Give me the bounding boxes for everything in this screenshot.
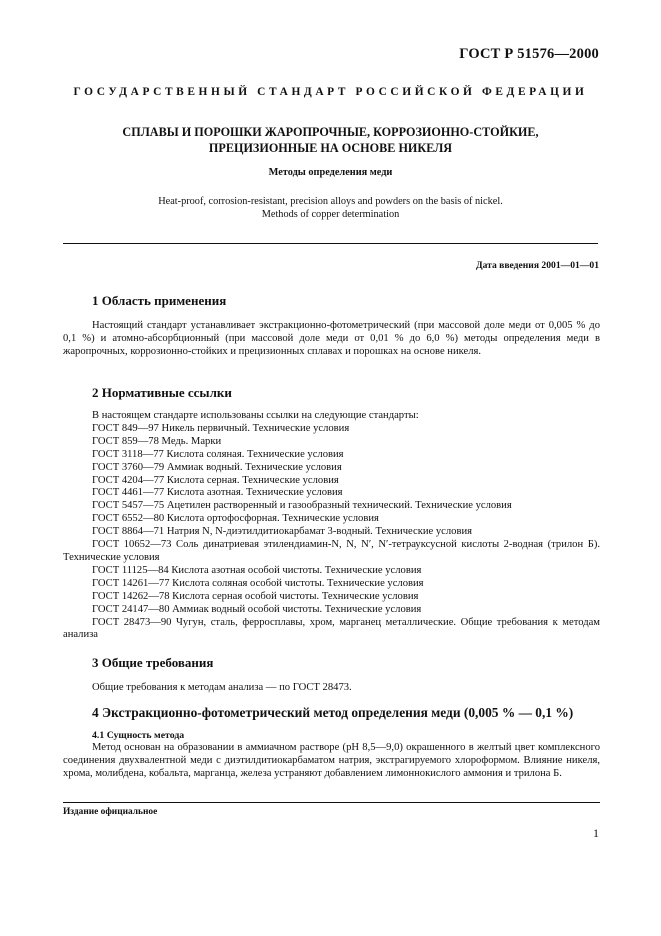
top-divider [63,243,598,244]
section-1-text: Настоящий стандарт устанавливает экстракционно-фотометрический (при массовой доле меди от 0,005 % до 0,1 %) и атомно-абсорбционный (при массовой доле меди от 0,01 % до 6,0 %) методы определения меди в жаропрочных, коррозионно-стойких и прецизионных сплавах и порошках на основе никеля. [63,320,600,357]
reference-item: ГОСТ 6552—80 Кислота ортофосфорная. Технические условия [92,513,379,525]
reference-item: ГОСТ 4204—77 Кислота серная. Технические условия [92,474,339,486]
reference-item: ГОСТ 3760—79 Аммиак водный. Технические условия [92,461,342,473]
section-3-heading: 3 Общие требования [92,655,214,670]
section-4-1-text: Метод основан на образовании в аммиачном растворе (pH 8,5—9,0) окрашенного в желтый цвет комплексного соединения двухвалентной меди с диэтилдитиокарбаматом натрия, экстрагируемого хлороформом. Влияние никеля, хрома, молибдена, кобальта, марганца, железа устраняют добавлением лимоннокислого аммония и трилона Б. [63,742,600,779]
section-4-heading: 4 Экстракционно-фотометрический метод определения меди (0,005 % — 0,1 %) [92,705,574,720]
title-line-2: ПРЕЦИЗИОННЫЕ НА ОСНОВЕ НИКЕЛЯ [208,141,453,155]
state-standard-heading: ГОСУДАРСТВЕННЫЙ СТАНДАРТ РОССИЙСКОЙ ФЕДЕРАЦИИ [73,86,588,98]
reference-item: ГОСТ 14261—77 Кислота соляная особой чистоты. Технические условия [92,577,424,589]
english-title-line-1: Heat-proof, corrosion-resistant, precision alloys and powders on the basis of nickel. [158,196,503,207]
reference-item: ГОСТ 28473—90 Чугун, сталь, ферросплавы, хром, марганец металлические. Общие требования к методам анализа [63,616,600,641]
section-2-heading: 2 Нормативные ссылки [92,385,232,400]
reference-item: ГОСТ 10652—73 Соль динатриевая этилендиамин-N, N, N′, N′-тетрауксусной кислоты 2-водная (трилон Б). Технические условия [63,539,600,563]
reference-item: ГОСТ 14262—78 Кислота серная особой чистоты. Технические условия [92,590,419,602]
document-subtitle: Методы определения меди [268,167,393,178]
reference-item: ГОСТ 859—78 Медь. Марки [92,435,222,447]
references-intro: В настоящем стандарте использованы ссылки на следующие стандарты: [92,410,419,421]
section-4-1-heading: 4.1 Сущность метода [92,730,185,741]
reference-item: ГОСТ 24147—80 Аммиак водный особой чистоты. Технические условия [92,603,422,615]
reference-item: ГОСТ 3118—77 Кислота соляная. Технические условия [92,448,344,460]
section-3-text: Общие требования к методам анализа — по ГОСТ 28473. [92,682,352,693]
reference-item: ГОСТ 5457—75 Ацетилен растворенный и газообразный технический. Технические условия [92,500,512,512]
reference-item: ГОСТ 8864—71 Натрия N, N-диэтилдитиокарбамат 3-водный. Технические условия [92,526,473,538]
document-title [63,124,598,156]
english-title [63,196,598,221]
edition-label: Издание официальное [63,807,158,817]
reference-item: ГОСТ 4461—77 Кислота азотная. Технические условия [92,487,343,499]
footer-divider [63,802,600,803]
reference-item: ГОСТ 849—97 Никель первичный. Технические условия [92,422,350,434]
references-list [63,410,600,642]
english-title-line-2: Methods of copper determination [261,208,400,220]
title-line-1: СПЛАВЫ И ПОРОШКИ ЖАРОПРОЧНЫЕ, КОРРОЗИОННО-СТОЙКИЕ, [122,125,539,139]
introduction-date: Дата введения 2001—01—01 [476,260,599,271]
section-1-heading: 1 Область применения [92,293,227,308]
document-code: ГОСТ Р 51576—2000 [459,46,599,62]
reference-item: ГОСТ 11125—84 Кислота азотная особой чистоты. Технические условия [92,564,422,576]
page-number: 1 [593,826,599,840]
